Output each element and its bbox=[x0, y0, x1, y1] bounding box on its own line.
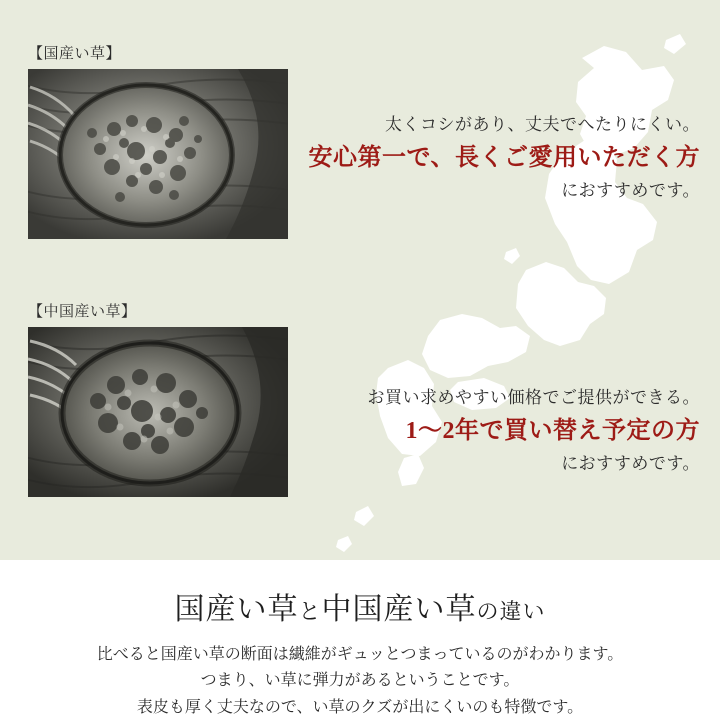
photo-caption-chinese: 【中国産い草】 bbox=[28, 304, 137, 320]
text-block-domestic bbox=[300, 112, 700, 203]
photo-block-domestic bbox=[28, 42, 288, 239]
photo-caption-domestic: 【国産い草】 bbox=[28, 46, 122, 62]
bottom-title-main-2: 中国産い草 bbox=[321, 593, 477, 626]
bottom-title bbox=[0, 584, 720, 628]
photo-chinese-igusa-cross-section bbox=[28, 327, 288, 497]
text-block-chinese bbox=[300, 385, 700, 476]
domestic-line-bottom: におすすめです。 bbox=[561, 180, 700, 200]
chinese-line-bottom: におすすめです。 bbox=[561, 453, 700, 473]
chinese-line-red: 1〜2年で買い替え予定の方 bbox=[405, 417, 700, 444]
bottom-summary-panel bbox=[0, 560, 720, 720]
japan-map-silhouette bbox=[330, 20, 710, 560]
bottom-title-small-1: と bbox=[298, 599, 322, 624]
domestic-line-red: 安心第一で、長くご愛用いただく方 bbox=[308, 144, 700, 171]
bottom-title-small-2: の違い bbox=[476, 599, 546, 624]
photo-block-chinese bbox=[28, 300, 288, 497]
bottom-title-main-1: 国産い草 bbox=[174, 593, 299, 626]
bottom-body-line-1: 比べると国産い草の断面は繊維がギュッとつまっているのがわかります。 bbox=[96, 646, 624, 663]
domestic-line-top: 太くコシがあり、丈夫でへたりにくい。 bbox=[385, 115, 700, 134]
chinese-line-top: お買い求めやすい価格でご提供ができる。 bbox=[367, 388, 700, 407]
photo-domestic-igusa-cross-section bbox=[28, 69, 288, 239]
bottom-body bbox=[0, 642, 720, 721]
bottom-body-line-3: 表皮も厚く丈夫なので、い草のクズが出にくいのも特徴です。 bbox=[136, 698, 584, 716]
bottom-body-line-2: つまり、い草に弾力があるということです。 bbox=[200, 672, 520, 690]
